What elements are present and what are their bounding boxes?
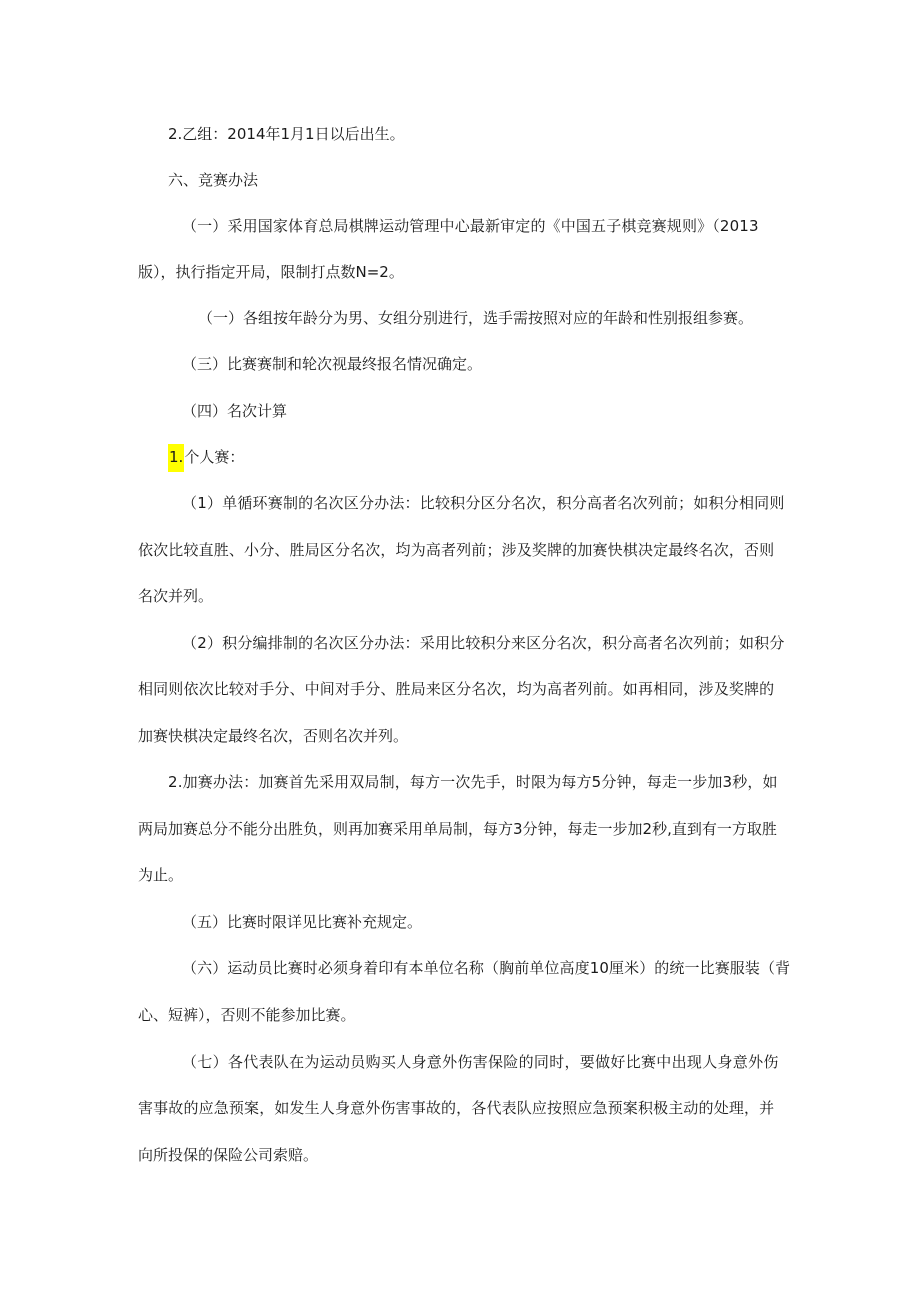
paragraph-line: 相同则依次比较对手分、中间对手分、胜局来区分名次，均为高者列前。如再相同，涉及奖牌的 <box>138 680 775 698</box>
paragraph-line: （七）各代表队在为运动员购买人身意外伤害保险的同时，要做好比赛中出现人身意外伤 <box>182 1053 779 1071</box>
paragraph-line: 名次并列。 <box>138 587 214 605</box>
paragraph-line: 两局加赛总分不能分出胜负，则再加赛采用单局制，每方3分钟，每走一步加2秒,直到有一方取胜 <box>138 820 777 838</box>
paragraph-line: 心、短裤），否则不能参加比赛。 <box>138 1006 356 1024</box>
section-heading: 六、竞赛办法 <box>168 171 259 189</box>
paragraph-line: 2.加赛办法：加赛首先采用双局制，每方一次先手，时限为每方5分钟，每走一步加3秒，如 <box>168 773 778 791</box>
paragraph-line: （三）比赛赛制和轮次视最终报名情况确定。 <box>182 355 483 373</box>
list-item-text: 个人赛： <box>184 448 245 466</box>
paragraph-line: （五）比赛时限详见比赛补充规定。 <box>182 913 423 931</box>
paragraph-line: 向所投保的保险公司索赔。 <box>138 1146 319 1164</box>
paragraph-line: （1）单循环赛制的名次区分办法：比较积分区分名次，积分高者名次列前；如积分相同则 <box>182 494 785 512</box>
paragraph-line: 依次比较直胜、小分、胜局区分名次，均为高者列前；涉及奖牌的加赛快棋决定最终名次，否则 <box>138 541 775 559</box>
subsection-heading: （四）名次计算 <box>182 402 288 420</box>
paragraph-line: 版），执行指定开局，限制打点数N=2。 <box>138 263 404 281</box>
paragraph-line: 害事故的应急预案，如发生人身意外伤害事故的，各代表队应按照应急预案积极主动的处理，并 <box>138 1099 775 1117</box>
paragraph-line: 2.乙组：2014年1月1日以后出生。 <box>168 125 405 143</box>
paragraph-line: 为止。 <box>138 866 184 884</box>
paragraph-line: （一）各组按年龄分为男、女组分别进行，选手需按照对应的年龄和性别报组参赛。 <box>198 309 754 327</box>
paragraph-line: （六）运动员比赛时必须身着印有本单位名称（胸前单位高度10厘米）的统一比赛服装（背 <box>182 959 791 977</box>
highlight-marker: 1. <box>168 444 184 472</box>
paragraph-line: （一）采用国家体育总局棋牌运动管理中心最新审定的《中国五子棋竞赛规则》（2013 <box>182 217 759 235</box>
list-item-label <box>168 447 244 467</box>
paragraph-line: （2）积分编排制的名次区分办法：采用比较积分来区分名次，积分高者名次列前；如积分 <box>182 634 785 652</box>
paragraph-line: 加赛快棋决定最终名次，否则名次并列。 <box>138 727 409 745</box>
